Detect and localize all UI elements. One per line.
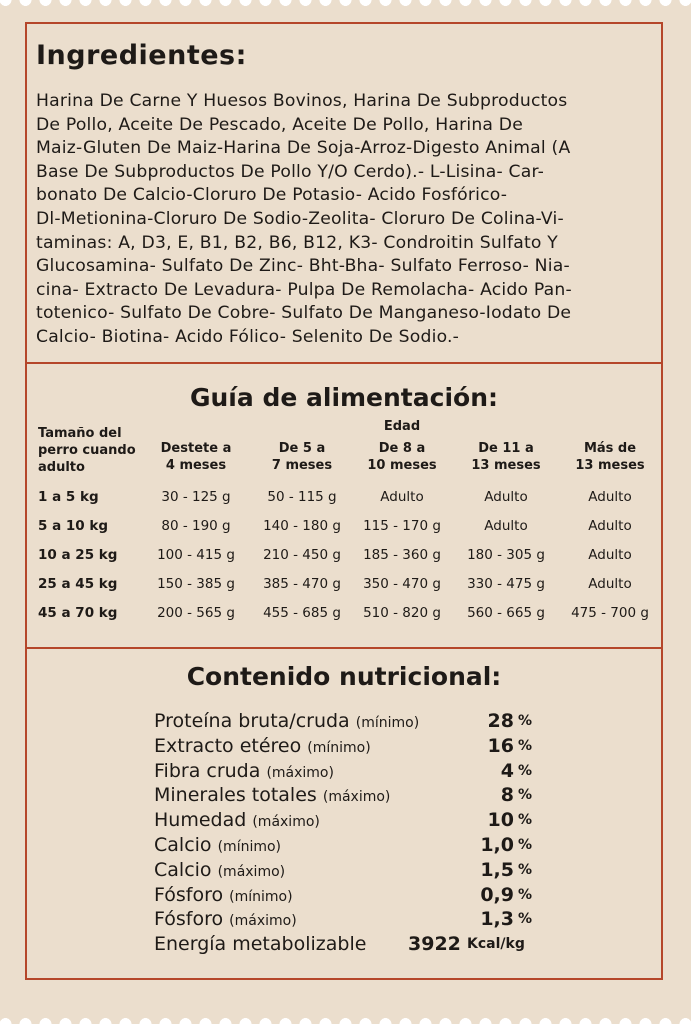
guide-row-size: 10 a 25 kg — [38, 547, 118, 563]
ingredients-line: taminas: A, D3, E, B1, B2, B6, B12, K3- Condroitin Sulfato Y — [36, 232, 558, 253]
nutrition-qualifier: (mínimo) — [307, 739, 371, 756]
nutrition-label — [154, 784, 390, 806]
guide-cell: Adulto — [588, 518, 632, 534]
size-column-header — [38, 425, 158, 476]
ingredients-line: cina- Extracto De Levadura- Pulpa De Remolacha- Acido Pan- — [36, 279, 572, 300]
guide-cell: 475 - 700 g — [571, 605, 649, 621]
guide-cell: Adulto — [484, 489, 528, 505]
energy-label: Energía metabolizable — [154, 933, 367, 956]
nutrition-label — [154, 735, 371, 757]
nutrition-name: Humedad — [154, 809, 247, 832]
nutrition-title: Contenido nutricional: — [186, 662, 502, 691]
nutrition-row — [154, 809, 554, 833]
energy-value: 3922 — [408, 933, 461, 956]
size-header-line: adulto — [38, 460, 85, 475]
nutrition-row — [154, 784, 554, 808]
nutrition-name: Fibra cruda — [154, 759, 261, 782]
stamp-edge-left — [0, 0, 6, 1024]
guide-cell: 330 - 475 g — [467, 576, 545, 592]
guide-row — [0, 576, 691, 596]
nutrition-label — [154, 908, 297, 930]
age-column-header-line: 4 meses — [165, 458, 227, 473]
ingredients-line: bonato De Calcio-Cloruro De Potasio- Acido Fosfórico- — [36, 185, 508, 206]
guide-cell: Adulto — [588, 576, 632, 592]
guide-cell: 150 - 385 g — [157, 576, 235, 592]
age-column-header-line: 13 meses — [471, 458, 541, 473]
guide-cell: 185 - 360 g — [363, 547, 441, 563]
nutrition-name: Proteína bruta/cruda — [154, 710, 350, 732]
nutrition-label — [154, 760, 334, 782]
age-group-label: Edad — [383, 419, 421, 434]
nutrition-value: 8 — [500, 784, 514, 807]
guide-row-size: 1 a 5 kg — [38, 489, 99, 505]
size-header-line: perro cuando — [38, 443, 136, 458]
guide-cell: 30 - 125 g — [161, 489, 231, 505]
nutrition-label — [154, 859, 285, 881]
nutrition-row — [154, 760, 554, 784]
nutrition-name: Fósforo — [154, 883, 224, 906]
ingredients-line: Harina De Carne Y Huesos Bovinos, Harina De Subproductos — [36, 91, 568, 111]
nutrition-name: Fósforo — [154, 908, 224, 931]
age-column-header-line: Destete a — [160, 441, 232, 456]
age-column-header-line: De 8 a — [378, 441, 426, 456]
ingredients-line: De Pollo, Aceite De Pescado, Aceite De Pollo, Harina De — [36, 114, 524, 135]
nutrition-label — [154, 710, 419, 732]
guide-cell: 510 - 820 g — [363, 605, 441, 621]
age-column-header — [141, 440, 251, 474]
guide-row-size: 5 a 10 kg — [38, 518, 109, 534]
guide-cell: 200 - 565 g — [157, 605, 235, 621]
energy-unit: Kcal/kg — [467, 936, 525, 953]
guide-cell: 80 - 190 g — [161, 518, 231, 534]
divider-ingredients — [25, 362, 663, 364]
nutrition-value: 0,9 — [480, 883, 514, 906]
nutrition-unit: % — [518, 737, 533, 754]
nutrition-name: Calcio — [154, 858, 212, 881]
guide-row-size: 45 a 70 kg — [38, 605, 118, 621]
guide-cell: 180 - 305 g — [467, 547, 545, 563]
nutrition-name: Calcio — [154, 834, 212, 856]
ingredients-line: totenico- Sulfato De Cobre- Sulfato De Manganeso-Iodato De — [36, 303, 572, 324]
nutrition-row — [154, 908, 554, 932]
nutrition-value: 28 — [487, 710, 514, 732]
guide-cell: Adulto — [588, 489, 632, 505]
age-column-header-line: 13 meses — [575, 458, 645, 473]
age-column-header — [247, 440, 357, 474]
nutrition-value: 16 — [487, 734, 514, 757]
age-column-header — [451, 440, 561, 474]
nutrition-label — [154, 884, 293, 906]
divider-guide — [25, 647, 663, 649]
nutrition-label — [154, 834, 281, 856]
guide-cell: Adulto — [380, 489, 424, 505]
nutrition-unit: % — [518, 837, 533, 853]
guide-cell: Adulto — [484, 518, 528, 534]
guide-cell: 385 - 470 g — [263, 576, 341, 592]
nutrition-value: 4 — [500, 759, 514, 782]
age-column-header — [555, 440, 665, 474]
ingredients-line: Base De Subproductos De Pollo Y/O Cerdo).- L-Lisina- Car- — [36, 161, 545, 182]
nutrition-qualifier: (máximo) — [252, 814, 320, 831]
guide-cell: 560 - 665 g — [467, 605, 545, 621]
age-column-header-line: De 5 a — [278, 441, 326, 456]
ingredients-line: Dl-Metionina-Cloruro De Sodio-Zeolita- Cloruro De Colina-Vi- — [36, 208, 564, 229]
nutrition-qualifier: (mínimo) — [229, 888, 293, 905]
nutrition-unit: % — [518, 762, 533, 779]
guide-cell: 140 - 180 g — [263, 518, 341, 534]
nutrition-qualifier: (mínimo) — [355, 715, 420, 731]
nutrition-qualifier: (mínimo) — [217, 839, 282, 855]
age-column-header — [347, 440, 457, 474]
age-column-header-line: 10 meses — [367, 458, 437, 473]
nutrition-value: 10 — [487, 809, 514, 832]
guide-cell: 115 - 170 g — [363, 518, 441, 534]
nutrition-name: Minerales totales — [154, 784, 317, 807]
nutrition-unit: % — [518, 787, 533, 804]
nutrition-unit: % — [518, 713, 533, 729]
ingredients-title: Ingredientes: — [36, 40, 247, 71]
nutrition-qualifier: (máximo) — [322, 789, 391, 806]
nutrition-name: Extracto etéreo — [154, 734, 302, 757]
guide-cell: 455 - 685 g — [263, 605, 341, 621]
guide-title: Guía de alimentación: — [189, 383, 498, 412]
nutrition-value: 1,5 — [480, 858, 514, 881]
ingredients-text — [36, 90, 651, 350]
guide-cell: 100 - 415 g — [157, 547, 235, 563]
nutrition-value: 1,3 — [480, 908, 514, 931]
guide-cell: Adulto — [588, 547, 632, 563]
stamp-edge-right — [685, 0, 691, 1024]
guide-cell: 210 - 450 g — [263, 547, 341, 563]
nutrition-row — [154, 884, 554, 908]
energy-row — [154, 933, 554, 957]
nutrition-row — [154, 735, 554, 759]
nutrition-unit: % — [518, 886, 533, 903]
guide-row — [0, 547, 691, 567]
guide-cell: 50 - 115 g — [267, 489, 337, 505]
nutrition-qualifier: (máximo) — [229, 913, 297, 930]
guide-row-size: 25 a 45 kg — [38, 576, 118, 592]
nutrition-unit: % — [518, 911, 533, 928]
guide-row — [0, 489, 691, 509]
age-column-header-line: De 11 a — [478, 441, 534, 456]
age-column-header-line: Más de — [583, 441, 637, 456]
nutrition-unit: % — [518, 812, 533, 829]
nutrition-qualifier: (máximo) — [266, 764, 334, 781]
guide-cell: 350 - 470 g — [363, 576, 441, 592]
guide-row — [0, 518, 691, 538]
ingredients-line: Glucosamina- Sulfato De Zinc- Bht-Bha- Sulfato Ferroso- Nia- — [36, 256, 570, 277]
ingredients-line: Maiz-Gluten De Maiz-Harina De Soja-Arroz-Digesto Animal (A — [36, 138, 571, 159]
nutrition-row — [154, 710, 554, 734]
nutrition-label — [154, 809, 320, 831]
age-column-header-line: 7 meses — [271, 458, 333, 473]
nutrition-unit: % — [518, 861, 533, 878]
nutrition-row — [154, 834, 554, 858]
nutrition-row — [154, 859, 554, 883]
size-header-line: Tamaño del — [38, 426, 122, 441]
nutrition-qualifier: (máximo) — [217, 863, 286, 880]
ingredients-line: Calcio- Biotina- Acido Fólico- Selenito De Sodio.- — [36, 326, 460, 347]
nutrition-value: 1,0 — [480, 834, 514, 856]
guide-row — [0, 605, 691, 625]
